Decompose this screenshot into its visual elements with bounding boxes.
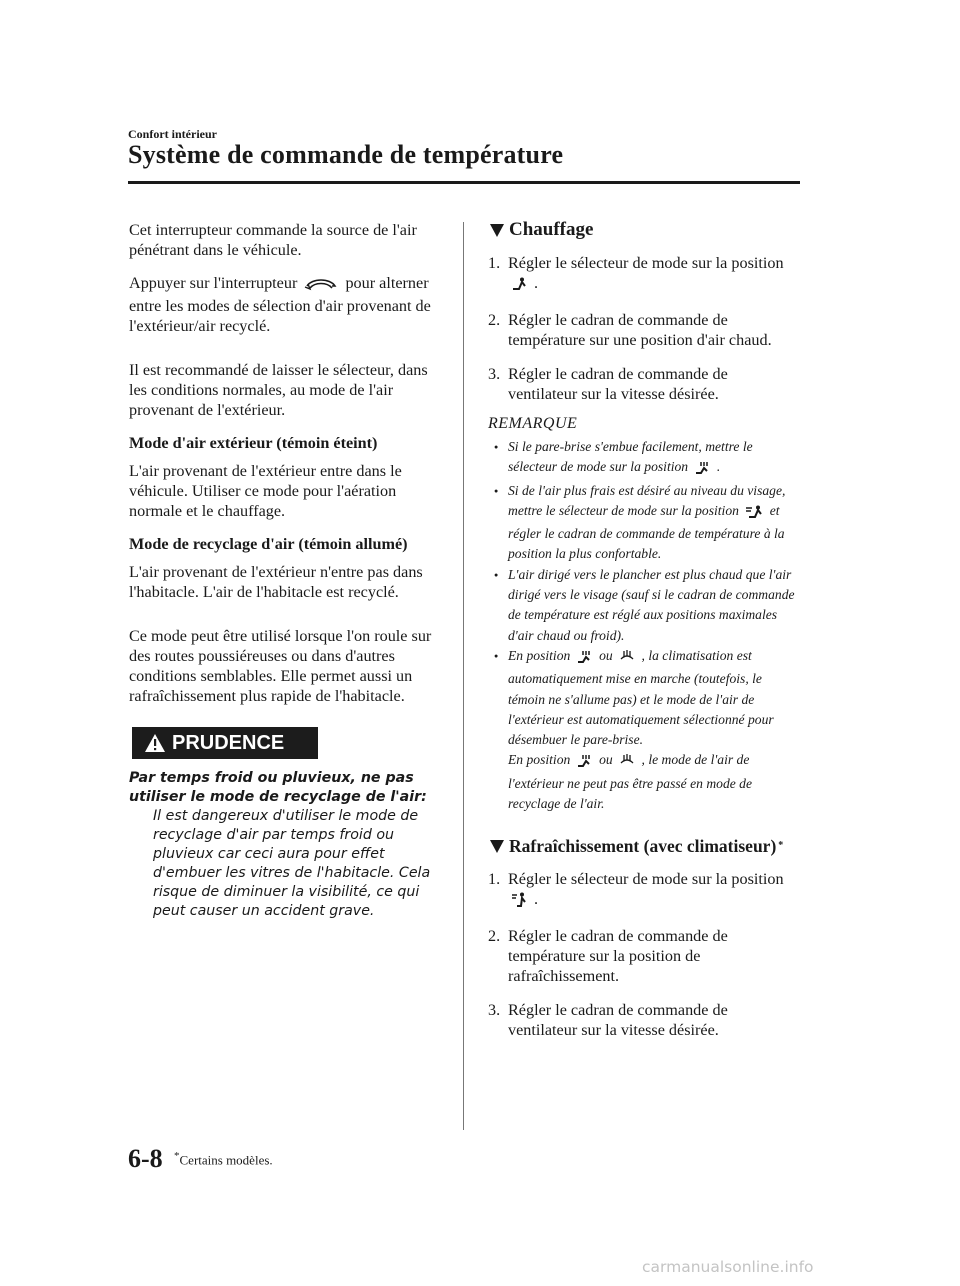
section-triangle-icon [490,224,504,237]
step-number: 2. [488,311,501,329]
cooling-step [488,926,800,986]
step-number: 2. [488,927,501,946]
note-text: En position [508,752,571,768]
note-item [488,646,800,814]
notes-list [488,437,800,814]
defroster-icon [619,649,635,669]
step-number: 1. [488,870,501,889]
title-rule [128,181,800,184]
page-number: 6-8 [128,1144,163,1173]
step-text: Régler le cadran de commande de température sur la position de rafraîchissement. [508,927,728,986]
footer-note [174,1150,273,1168]
step-text-end: . [534,890,539,909]
section-label: Confort intérieur [128,127,217,141]
vent-mode-icon [511,892,527,912]
recycle-paragraph: L'air provenant de l'extérieur n'entre pas dans l'habitacle. L'air de l'habitacle est recyclé. [129,563,423,601]
page-title: Système de commande de température [128,140,564,169]
note-item [488,565,800,646]
heating-step [488,310,800,350]
note-text: Si de l'air plus frais est désiré au niveau du visage, mettre le sélecteur de mode sur la position [508,482,786,518]
note-text: , la climatisation est automatiquement mise en marche (toutefois, le témoin ne s'allume pas) et le mode de l'air de l'extérieur est automatiquement sélectionné pour désembuer le pare-brise. [508,647,774,748]
floor-defrost-icon [577,649,593,669]
warning-icon [144,733,166,753]
recycle-heading: Mode de recyclage d'air (témoin allumé) [129,535,408,553]
floor-defrost-icon [577,753,593,773]
outside-air-heading: Mode d'air extérieur (témoin éteint) [129,434,378,452]
step-text-end: . [534,274,539,292]
intro-paragraph: Cet interrupteur commande la source de l'air pénétrant dans le véhicule. [129,221,417,259]
caution-banner [132,727,318,759]
step-text: Régler le sélecteur de mode sur la position [508,254,784,272]
switch-text-a: Appuyer sur l'interrupteur [129,274,298,292]
air-recirculation-icon [304,276,338,296]
caution-label: PRUDENCE [172,732,285,754]
note-text-end: et régler le cadran de commande de température à la position la plus confortable. [508,502,785,562]
caution-body: Il est dangereux d'utiliser le mode de recyclage d'air par temps froid ou pluvieux car ceci aura pour effet d'embuer les vitres de l'habitacle. Cela risque de diminuer la visibilité, ce qui peut causer un accident grave. [153,808,431,919]
step-text: Régler le cadran de commande de ventilateur sur la vitesse désirée. [508,365,728,403]
switch-text-b: pour alterner entre les modes de sélection d'air provenant de l'extérieur/air recyclé. [129,274,431,335]
note-text: En position [508,647,571,663]
note-text-ou: ou [599,752,613,768]
cooling-step [488,1000,800,1040]
caution-lead: Par temps froid ou pluvieux, ne pas utiliser le mode de recyclage de l'air: [129,770,427,805]
right-column [488,220,800,1054]
remarque-heading: REMARQUE [488,415,578,432]
floor-defrost-icon [695,460,711,480]
step-number: 1. [488,254,501,272]
cooling-heading [488,836,800,856]
usage-paragraph: Ce mode peut être utilisé lorsque l'on roule sur des routes poussiéreuses ou dans d'autres conditions semblables. Elle permet aussi un rafraîchissement plus rapide de l'habitacle. [129,627,432,705]
footer-note-text: Certains modèles. [179,1152,273,1168]
note-item [488,437,800,481]
column-divider [463,222,464,1130]
step-text: Régler le cadran de commande de température sur une position d'air chaud. [508,311,772,349]
step-number: 3. [488,1001,501,1020]
note-text: Si le pare-brise s'embue facilement, mettre le sélecteur de mode sur la position [508,439,753,475]
step-text: Régler le cadran de commande de ventilateur sur la vitesse désirée. [508,1001,728,1040]
heating-step [488,253,800,296]
note-item [488,481,800,565]
recommend-paragraph: Il est recommandé de laisser le sélecteur, dans les conditions normales, au mode de l'air provenant de l'extérieur. [129,361,428,419]
watermark: carmanualsonline.info [642,1258,814,1276]
heating-title: Chauffage [509,219,594,240]
floor-mode-icon [511,276,527,296]
note-text-ou: ou [599,647,613,663]
outside-air-paragraph: L'air provenant de l'extérieur entre dans le véhicule. Utiliser ce mode pour l'aération normale et le chauffage. [129,462,402,520]
cooling-title: Rafraîchissement (avec climatiseur) [509,836,777,857]
note-text-end: . [716,459,721,475]
left-column [129,220,439,921]
note-text: L'air dirigé vers le plancher est plus chaud que l'air dirigé vers le visage (sauf si le cadran de commande de température est réglé aux positions maximales d'air chaud ou froid). [508,566,795,643]
bi-level-icon [745,504,763,524]
footer-star: * [174,1150,180,1162]
switch-paragraph [129,273,439,336]
note-text: , le mode de l'air de l'extérieur ne peut pas être passé en mode de recyclage de l'air. [508,752,752,812]
heating-step [488,364,800,404]
model-star: * [778,840,784,852]
section-triangle-icon [490,840,504,853]
defroster-icon [619,753,635,773]
step-number: 3. [488,365,501,383]
step-text: Régler le sélecteur de mode sur la position [508,870,784,889]
cooling-step [488,869,800,912]
heating-heading [488,220,800,240]
